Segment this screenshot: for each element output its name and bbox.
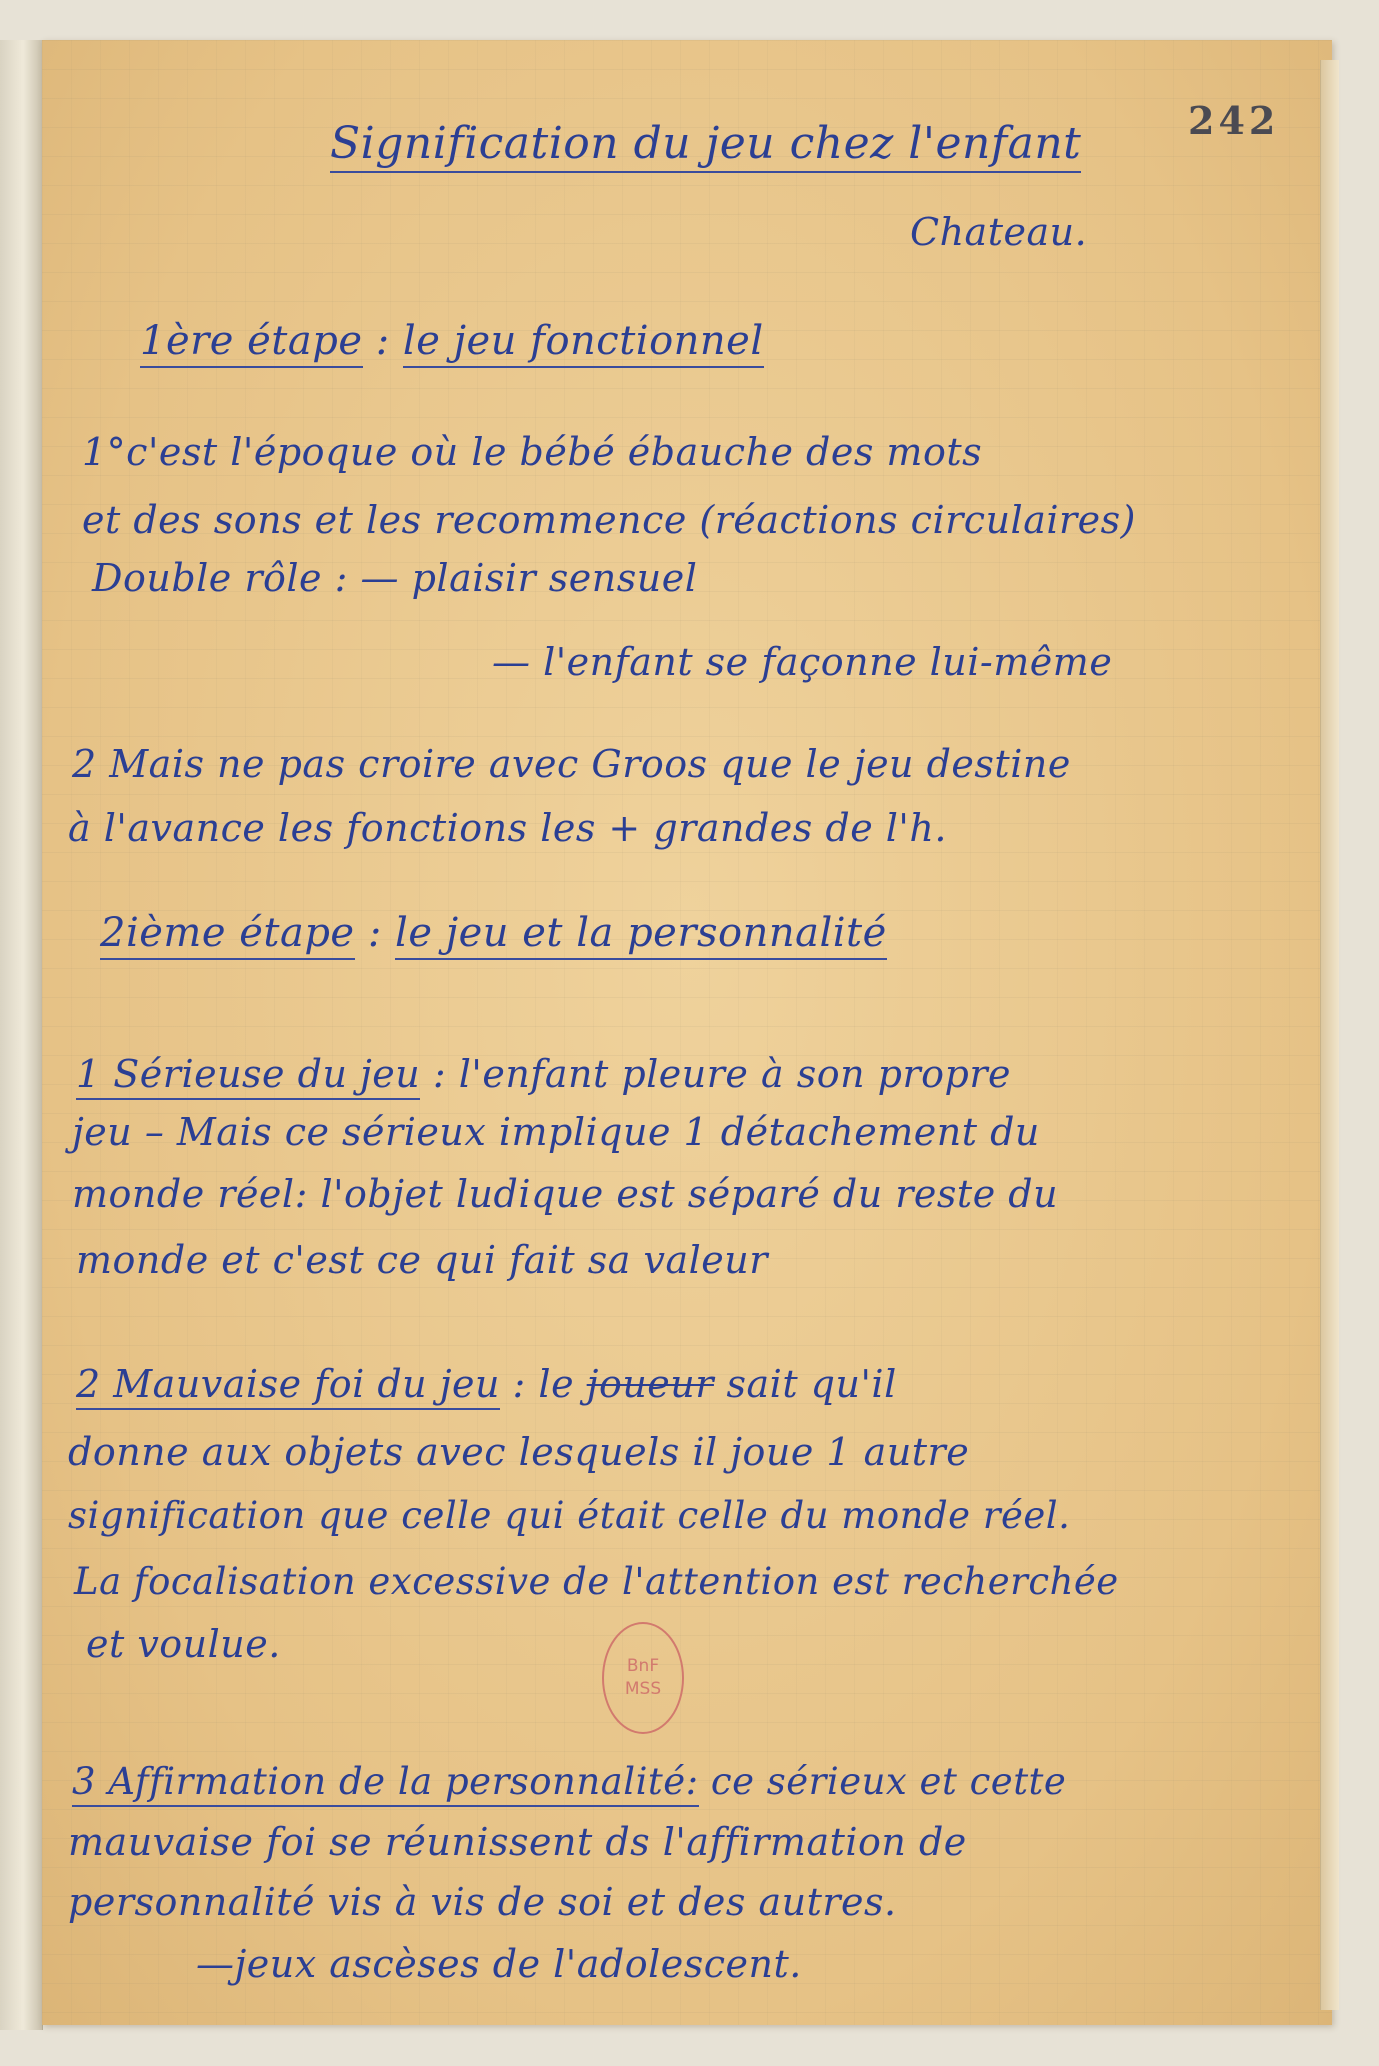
text-line: 1°c'est l'époque où le bébé ébauche des mots <box>82 430 983 474</box>
section1-heading: le jeu fonctionnel <box>403 318 764 368</box>
colon: : <box>367 910 396 956</box>
point1-label: 1 Sérieuse du jeu <box>76 1052 420 1100</box>
text-line: monde et c'est ce qui fait sa valeur <box>76 1238 768 1282</box>
author-name: Chateau. <box>910 210 1088 254</box>
text-line: signification que celle qui était celle du monde réel. <box>68 1494 1071 1537</box>
page-edge <box>1320 60 1339 2010</box>
text-line: — l'enfant se façonne lui-même <box>492 640 1113 684</box>
text-line: —jeux ascèses de l'adolescent. <box>196 1942 802 1986</box>
section2-heading-line <box>100 910 887 956</box>
text-line: monde réel: l'objet ludique est séparé du reste du <box>72 1172 1059 1216</box>
text-line: donne aux objets avec lesquels il joue 1 autre <box>68 1430 970 1474</box>
text-line: personnalité vis à vis de soi et des autres. <box>68 1880 897 1924</box>
section2-heading: le jeu et la personnalité <box>395 910 887 960</box>
text-line: Double rôle : — plaisir sensuel <box>92 556 698 600</box>
stamp-line1: BnF <box>626 1656 660 1677</box>
stamp-line2: MSS <box>624 1679 662 1699</box>
section2-number: 2ième étape <box>100 910 355 960</box>
section1-number: 1ère étape <box>140 318 363 368</box>
point3-first-line <box>72 1760 1066 1803</box>
text-line: et voulue. <box>86 1622 281 1666</box>
text-fragment: : l'enfant pleure à son propre <box>432 1052 1012 1096</box>
text-fragment: sait qu'il <box>726 1362 897 1406</box>
text-fragment: ce sérieux et cette <box>710 1760 1067 1803</box>
bnf-mss-stamp <box>602 1622 684 1734</box>
notebook-binding <box>0 40 43 2030</box>
struck-word: joueur <box>586 1362 714 1406</box>
section1-heading-line <box>140 318 764 364</box>
text-line: jeu – Mais ce sérieux implique 1 détachement du <box>72 1110 1040 1154</box>
text-fragment: : le <box>512 1362 575 1406</box>
point2-label: 2 Mauvaise foi du jeu <box>76 1362 500 1410</box>
point3-label: 3 Affirmation de la personnalité: <box>72 1760 699 1807</box>
text-line: et des sons et les recommence (réactions circulaires) <box>82 498 1136 542</box>
text-line: à l'avance les fonctions les + grandes de l'h. <box>68 806 947 850</box>
colon: : <box>375 318 403 364</box>
text-line: mauvaise foi se réunissent ds l'affirmation de <box>68 1820 967 1864</box>
text-line: 2 Mais ne pas croire avec Groos que le jeu destine <box>72 742 1071 786</box>
point2-first-line <box>76 1362 897 1406</box>
text-line: La focalisation excessive de l'attention est recherchée <box>74 1560 1119 1603</box>
page-title: Signification du jeu chez l'enfant <box>330 118 1081 173</box>
folio-number: 242 <box>1188 98 1280 143</box>
point1-first-line <box>76 1052 1011 1096</box>
